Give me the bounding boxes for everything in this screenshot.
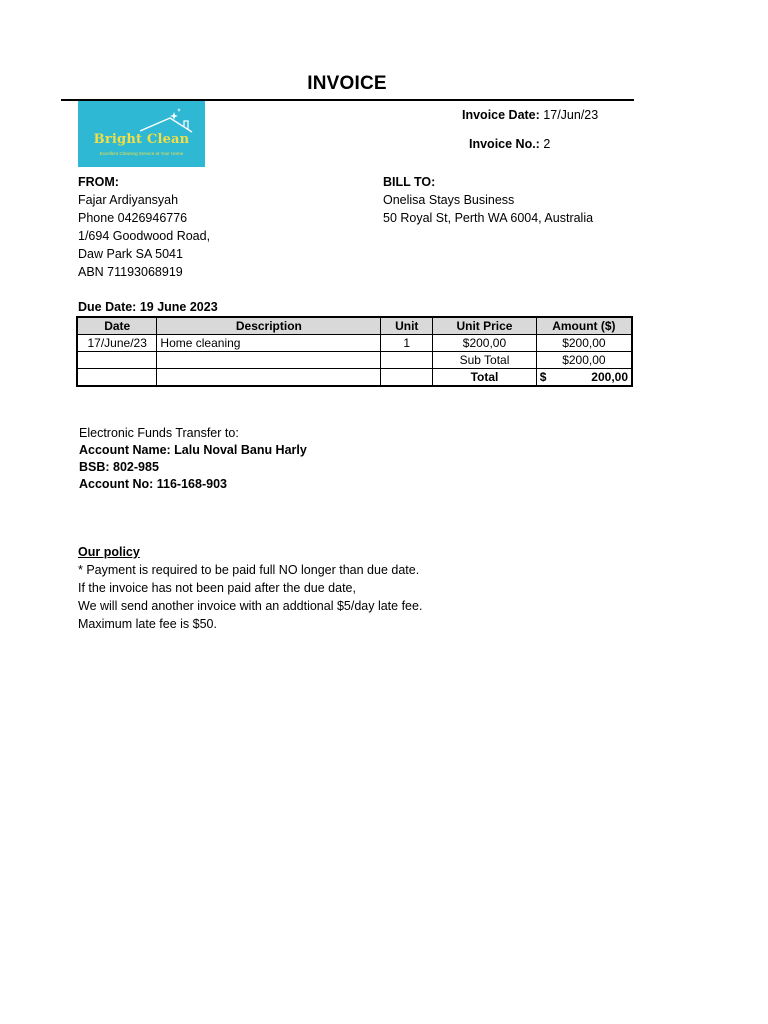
subtotal-label: Sub Total [433,352,537,369]
policy-heading: Our policy [78,545,140,559]
from-block [78,173,210,281]
bill-to-line: 50 Royal St, Perth WA 6004, Australia [383,211,594,225]
bill-to-label: BILL TO: [383,175,436,189]
account-number: Account No: 116-168-903 [79,477,227,491]
column-header-date: Date [77,317,157,335]
subtotal-value: $200,00 [536,352,632,369]
total-row [77,369,632,387]
from-label: FROM: [78,175,119,189]
invoice-date-row [462,106,598,124]
bsb: BSB: 802-985 [79,460,159,474]
from-line: 1/694 Goodwood Road, [78,229,211,243]
cell-date: 17/June/23 [77,335,157,352]
column-header-description: Description [157,317,381,335]
policy-line: Maximum late fee is $50. [78,617,217,631]
empty-cell [381,352,433,369]
column-header-unit-price: Unit Price [433,317,537,335]
invoice-date-value: 17/Jun/23 [543,108,599,122]
invoice-no-label: Invoice No.: [469,137,540,151]
total-currency: $ [539,370,547,384]
policy-line: * Payment is required to be paid full NO longer than due date. [78,563,420,577]
total-label: Total [433,369,537,387]
total-value-cell [536,369,632,387]
payment-intro: Electronic Funds Transfer to: [79,426,239,440]
policy-block [78,544,422,633]
invoice-no-row [469,135,550,153]
payment-block [79,425,307,493]
due-date: Due Date: 19 June 2023 [78,300,218,314]
account-name: Account Name: Lalu Noval Banu Harly [79,443,307,457]
cell-unit: 1 [381,335,433,352]
empty-cell [77,352,157,369]
empty-cell [77,369,157,387]
empty-cell [157,369,381,387]
column-header-amount: Amount ($) [536,317,632,335]
empty-cell [157,352,381,369]
logo-tagline: Excellent Cleaning Service at Your Home [99,151,184,156]
from-line: Daw Park SA 5041 [78,247,183,261]
invoice-date-label: Invoice Date: [462,108,540,122]
total-value: 200,00 [591,370,628,384]
table-row [77,335,632,352]
cell-amount: $200,00 [536,335,632,352]
bill-to-line: Onelisa Stays Business [383,193,515,207]
empty-cell [381,369,433,387]
logo-wordmark: Bright Clean [93,132,190,147]
company-logo [78,101,205,167]
cell-description: Home cleaning [157,335,381,352]
policy-line: If the invoice has not been paid after the due date, [78,581,356,595]
policy-line: We will send another invoice with an addtional $5/day late fee. [78,599,423,613]
subtotal-row [77,352,632,369]
from-line: Fajar Ardiyansyah [78,193,179,207]
from-line: ABN 71193068919 [78,265,183,279]
invoice-items-table [76,316,633,387]
bill-to-block [383,173,593,227]
invoice-title: INVOICE [307,73,387,94]
table-header-row [77,317,632,335]
cell-unit-price: $200,00 [433,335,537,352]
column-header-unit: Unit [381,317,433,335]
from-line: Phone 0426946776 [78,211,188,225]
invoice-no-value: 2 [543,137,551,151]
